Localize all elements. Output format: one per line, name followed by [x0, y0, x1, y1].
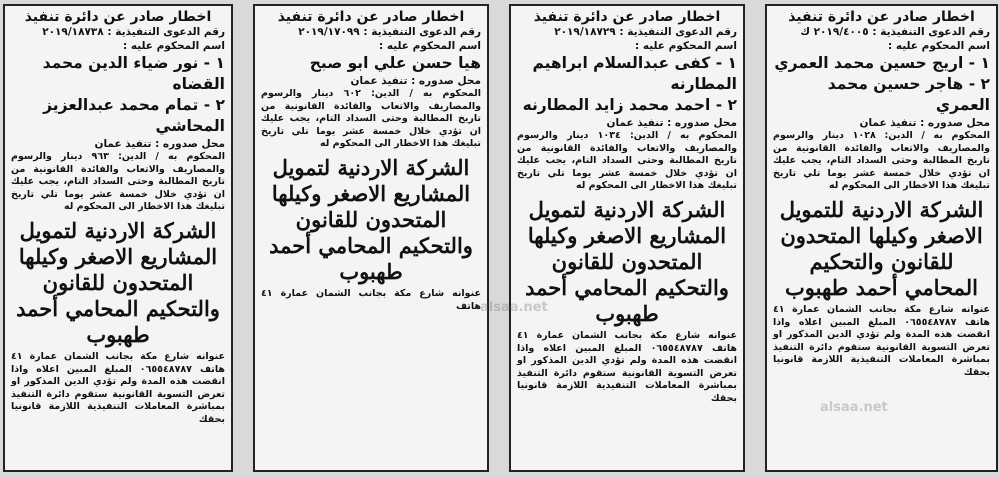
- notice-3: [253, 4, 489, 472]
- issued-place: محل صدوره : تنفيذ عمان: [94, 138, 225, 150]
- defendant-name: ١ - كفى عبدالسلام ابراهيم المطارنه: [532, 54, 737, 93]
- case-number: رقم الدعوى التنفيذية : ٢٠١٩/١٧٠٩٩: [298, 26, 481, 38]
- case-number: رقم الدعوى التنفيذية : ٢٠١٩/١٨٧٣٨: [42, 26, 225, 38]
- issued-place: محل صدوره : تنفيذ عمان: [350, 75, 481, 87]
- creditor-address: عنوانه شارع مكة بجانب الشمان عمارة ٤١ هاتف: [261, 287, 481, 312]
- notice-title: اخطار صادر عن دائرة تنفيذ: [788, 9, 975, 25]
- issued-place: محل صدوره : تنفيذ عمان: [606, 117, 737, 129]
- notice-title: اخطار صادر عن دائرة تنفيذ: [533, 9, 721, 25]
- defendant-name: ٢ - هاجر حسين محمد العمري: [827, 75, 990, 114]
- notice-1: [765, 4, 998, 472]
- judgment-body: المحكوم به / الدين: ٦٠٢ دينار والرسوم والمصاريف والاتعاب والفائدة القانونية من تاريخ المطالبة وحتى السداد التام، يجب عليك ان تؤدي خلال خمسة عشر يوما تلي تاريخ تبليغك هذا الاخطار الى المحكوم له: [261, 88, 481, 150]
- case-number: رقم الدعوى التنفيذية : ٢٠١٩/١٨٧٢٩: [554, 26, 737, 38]
- judgment-body: المحكوم به / الدين: ٩٦٣ دينار والرسوم والمصاريف والاتعاب والفائدة القانونية من تاريخ المطالبة وحتى السداد التام، يجب عليك ان تؤدي خلال خمسة عشر يوما تلي تاريخ تبليغك هذا الاخطار الى المحكوم له: [11, 151, 225, 213]
- defendant-name: ١ - نور ضياء الدين محمد القضاه: [42, 54, 225, 93]
- creditor-address: عنوانه شارع مكة بجانب الشمان عمارة ٤١ هاتف ٠٦٥٥٤٨٧٨٧ المبلغ المبين اعلاه واذا انقضت هذه المدة ولم تؤدي الدين المذكور او تعرض التسوية القانونية ستقوم دائرة التنفيذ بمباشرة المعاملات التنفيذية اللازمة قانونيا بحقك: [773, 303, 991, 378]
- defendant-name: هيا حسن علي ابو صبح: [309, 54, 481, 72]
- creditor-company: الشركة الاردنية لتمويل المشاريع الاصغر وكيلها المتحدون للقانون والتحكيم المحامي أحمد طهبوب: [16, 217, 220, 347]
- notice-2: [509, 4, 745, 472]
- notice-4: [3, 4, 233, 472]
- case-number: رقم الدعوى التنفيذية : ٢٠١٩/٤٠٠٥ ك: [800, 26, 990, 38]
- defendant-label: اسم المحكوم عليه :: [888, 40, 990, 52]
- creditor-company: الشركة الاردنية لتمويل المشاريع الاصغر وكيلها المتحدون للقانون والتحكيم المحامي أحمد طهبوب: [269, 154, 473, 284]
- defendant-label: اسم المحكوم عليه :: [635, 40, 737, 52]
- creditor-company: الشركة الاردنية لتمويل المشاريع الاصغر وكيلها المتحدون للقانون والتحكيم المحامي أحمد طهبوب: [525, 196, 729, 326]
- watermark: alsaa.net: [480, 300, 548, 315]
- defendant-label: اسم المحكوم عليه :: [123, 40, 225, 52]
- notice-title: اخطار صادر عن دائرة تنفيذ: [277, 9, 465, 25]
- creditor-address: عنوانه شارع مكة بجانب الشمان عمارة ٤١ هاتف ٠٦٥٥٤٨٧٨٧ المبلغ المبين اعلاه واذا انقضت هذه المدة ولم تؤدي الدين المذكور او تعرض التسوية القانونية ستقوم دائرة التنفيذ بمباشرة المعاملات التنفيذية اللازمة قانونيا بحقك: [11, 350, 225, 425]
- creditor-address: عنوانه شارع مكة بجانب الشمان عمارة ٤١ هاتف ٠٦٥٥٤٨٧٨٧ المبلغ المبين اعلاه واذا انقضت هذه المدة ولم تؤدي الدين المذكور او تعرض التسوية القانونية ستقوم دائرة التنفيذ بمباشرة المعاملات التنفيذية اللازمة قانونيا بحقك: [517, 329, 737, 404]
- notice-title: اخطار صادر عن دائرة تنفيذ: [24, 9, 212, 25]
- judgment-body: المحكوم به / الدين: ١٠٣٤ دينار والرسوم والمصاريف والاتعاب والفائدة القانونية من تاريخ المطالبة وحتى السداد التام، يجب عليك ان تؤدي خلال خمسة عشر يوما تلي تاريخ تبليغك هذا الاخطار الى المحكوم له: [517, 130, 737, 192]
- issued-place: محل صدوره : تنفيذ عمان: [859, 117, 990, 129]
- defendant-name: ٢ - احمد محمد زايد المطارنه: [522, 96, 737, 114]
- defendant-name: ٢ - تمام محمد عبدالعزيز المحاشي: [43, 96, 225, 135]
- judgment-body: المحكوم به / الدين: ١٠٢٨ دينار والرسوم والمصاريف والاتعاب والفائدة القانونية من تاريخ المطالبة وحتى السداد التام، يجب عليك ان تؤدي خلال خمسة عشر يوما تلي تاريخ تبليغك هذا الاخطار الى المحكوم له: [773, 130, 990, 192]
- defendant-label: اسم المحكوم عليه :: [379, 40, 481, 52]
- defendant-name: ١ - اريج حسين محمد العمري: [774, 54, 990, 72]
- creditor-company: الشركة الاردنية للتمويل الاصغر وكيلها المتحدون للقانون والتحكيم المحامي أحمد طهبوب: [779, 196, 984, 300]
- watermark: alsaa.net: [820, 400, 888, 415]
